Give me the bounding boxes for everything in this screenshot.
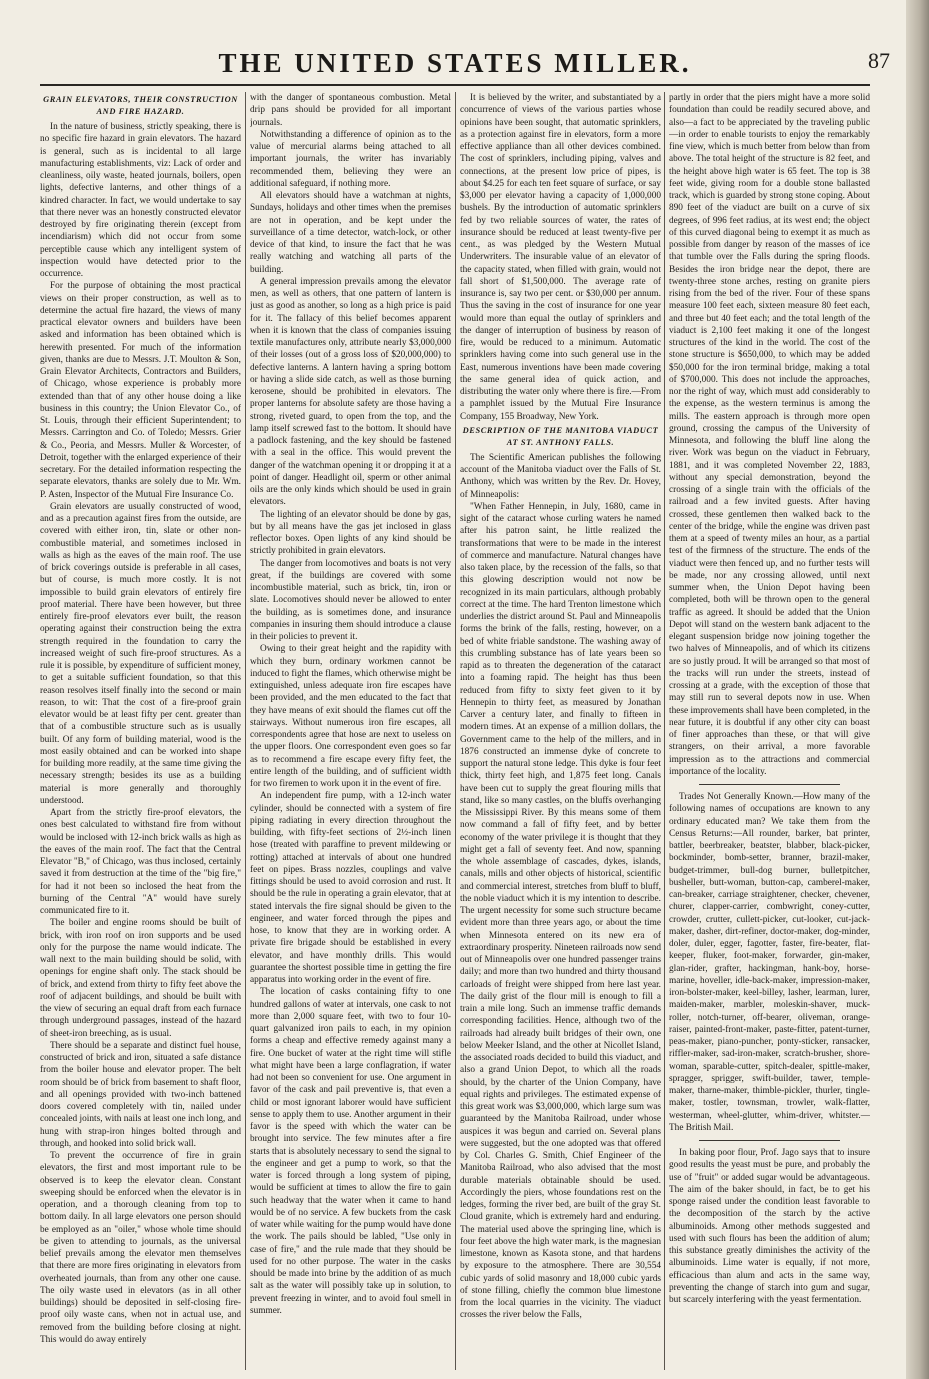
column-separator [455,92,456,1370]
article-paragraph: The boiler and engine rooms should be built of brick, with iron roof on iron supports and be used only for the purpose the name would indicate. The wall next to the main building should be solid, with openings for engine shaft only. The stack should be of brick, and extend from thirty to fifty feet above the roof of adjacent buildings, and should be built with the view of securing an equal draft from each furnace through underground passages, instead of the hazard of sheet-iron breeching, as is usual. [40,918,241,1039]
article-heading: DESCRIPTION OF THE MANITOBA VIADUCT AT ST. ANTHONY FALLS. [462,425,659,447]
column-separator [664,92,665,1370]
article-paragraph: Trades Not Generally Known.—How many of the following names of occupations are known to any ordinary educated man? We take them from the Census Returns:—All rounder, barker, bat printer, battler, beerbreaker, beatster, blabber, black-picker, bockminder, bomb-setter, branner, brazil-maker, budget-trimmer, bull-dog burner, bulletpitcher, busheller, butt-woman, button-cap, camberel-maker, can-breaker, carriage straightener, checker, chevener, churer, clapper-carrier, combwright, coney-cutter, crowder, crutter, cullett-picker, cut-looker, cut-jack-maker, dasher, dirt-refiner, doctor-maker, dog-minder, doler, duler, egger, fagotter, faster, fire-beater, flat-keeper, fluker, foot-maker, forwarder, gin-maker, glan-rider, grafter, hackingman, hank-boy, horse-marine, hoveller, idle-back-maker, impression-maker, iron-bolster-maker, keel-billey, lasher, learman, lurer, maiden-maker, marbler, moleskin-shaver, muck-roller, notch-turner, off-bearer, oliveman, orange-raiser, painted-front-maker, paste-fitter, patent-turner, peas-maker, piano-puncher, ponty-sticker, ransacker, riffler-maker, sad-iron-maker, scratch-brusher, shore-woman, sparable-cutter, spitch-dealer, spittle-maker, spragger, sprigger, swift-builder, tawer, temple-maker, tharne-maker, thimble-pickler, thurler, tingle-maker, tostler, townsman, trowler, walk-flatter, westerman, wheel-glutter, whim-driver, whitster.—The British Mail. [669,792,870,1133]
article-paragraph: Notwithstanding a difference of opinion as to the value of mercurial alarms being attached to all important journals, the writer has invariably recommended them, believing they were an additional safeguard, if nothing more. [250,129,451,189]
article-paragraph: A general impression prevails among the elevator men, as well as others, that one pattern of lantern is just as good as another, so long as a high price is paid for it. The fallacy of this belief becomes apparent when it is known that the class of companies issuing textile manufactures only, attribute nearly $3,000,000 of their losses (out of a gross loss of $20,000,000) to defective lanterns. A lantern having a spring bottom or having a slide side catch, as well as those burning kerosene, should be prohibited in elevators. The proper lanterns for absolute safety are those having a strong, riveted guard, to open from the top, and the lamp itself screwed fast to the bottom. It should have a padlock fastening, and the key should be fastened with a seal in the office. This would prevent the danger of the watchman opening it or dropping it at a point of danger. Headlight oil, sperm or other animal oils are the only kinds which should be used in grain elevators. [250,276,451,508]
section-rule [699,1140,840,1141]
column-3 [460,92,661,1372]
article-paragraph: Apart from the strictly fire-proof elevators, the ones best calculated to withstand fire from without would be inclosed with 12-inch brick walls as high as the eaves of the main roof. The fact that the Central Elevator "B," of Chicago, was thus inclosed, certainly saved it from destruction at the time of the "big fire," for had it not been so inclosed the heat from the burning of the Central "A" would have surely communicated fire to it. [40,808,241,916]
article-paragraph: An independent fire pump, with a 12-inch water cylinder, should be connected with a system of fire piping radiating in every direction throughout the building, with fifty-feet sections of 2½-inch linen hose (treated with paraffine to prevent mildewing or rotting) attached at intervals of about one hundred feet on pipes. Brass nozzles, couplings and valve fittings should be used to avoid corrosion and rust. It should be the rule in operating a grain elevator, that at stated intervals the fire signal should be given to the engineer, and water forced through the pipes and hose, to know that they are in working order. A private fire brigade should be established in every elevator, and have monthly drills. This would guarantee the shortest possible time in getting the fire apparatus into working order in the event of fire. [250,791,451,985]
section-rule [699,784,840,785]
article-paragraph: It is believed by the writer, and substantiated by a concurrence of views of the various parties whose opinions have been sought, that automatic sprinklers, as a protection against fire in elevators, form a more effective appliance than all other devices combined. The cost of sprinklers, including piping, valves and connections, at the present low price of pipes, is about $4.25 for each ten feet square of surface, or say $3,000 per elevator having a capacity of 1,000,000 bushels. By the introduction of automatic sprinklers fed by two reliable sources of water, the rates of insurance should be reduced at least twenty-five per cent., as was pledged by the Western Mutual Underwriters. The insurable value of an elevator of the capacity stated, when filled with grain, would not fall short of $1,500,000. The average rate of insurance is, say two per cent. or $30,000 per annum. Thus the saving in the cost of insurance for one year would more than equal the outlay of sprinklers and the danger of interruption of business by reason of fire, would be reduced to a minimum. Automatic sprinklers having come into such general use in the East, numerous inventions have been made covering the same general idea of quick action, and distributing the water only where there is fire.—From a pamphlet issued by the Mutual Fire Insurance Company, 155 Broadway, New York. [460,93,661,422]
column-separator [245,92,246,1370]
article-paragraph: To prevent the occurrence of fire in grain elevators, the first and most important rule to be observed is to keep the elevator clean. Constant sweeping should be enforced when the elevator is in operation, and a thorough cleaning from top to bottom daily. In all large elevators one person should be employed as an "oiler," whose whole time should be given to attending to journals, as the universal belief prevails among the elevator men themselves that there are more fires originating in elevators from overheated journals, than from any other one cause. The oily waste used in elevators (as in all other buildings) should be deposited in self-closing fire-proof oily waste cans, when not in actual use, and removed from the building before closing at night. This would do away entirely [40,1151,241,1345]
column-1 [40,92,241,1372]
article-paragraph: Grain elevators are usually constructed of wood, and as a precaution against fires from the outside, are covered with either iron, tin, slate or other non-combustible material, and sometimes inclosed in walls as high as the eaves of the main roof. The use of brick coverings outside is preferable in all cases, but of course, is much more costly. It is not impossible to build grain elevators of entirely fire proof material. There have been however, but three entirely fire-proof elevators ever built, the reason operating against their construction being the extra strength required in the foundation to carry the increased weight of such fire-proof structures. As a rule it is possible, by expenditure of sufficient money, to get a suitable sufficient foundation, so that this reason resolves itself finally into the second or main reason, to wit: That the cost of a fire-proof grain elevator would be at least fifty per cent. greater than that of a combustible structure such as is usually built. Of any form of building material, wood is the most easily obtained and can be worked into shape for building more readily, at the same time giving the necessary strength; besides its use as a building material is more generally and thoroughly understood. [40,501,241,806]
masthead-title: THE UNITED STATES MILLER. [218,48,692,78]
page-binding-edge [906,0,929,1379]
article-paragraph: The lighting of an elevator should be done by gas, but by all means have the gas jet inclosed in glass reflector boxes. Open lights of any kind should be strictly prohibited in grain elevators. [250,509,451,557]
article-paragraph: The danger from locomotives and boats is not very great, if the buildings are covered with some incombustible material, such as brick, tin, iron or slate. Locomotives should never be allowed to enter the building, as is sometimes done, and insurance companies in insuring them should introduce a clause in their policies to prevent it. [250,558,451,642]
article-paragraph: The Scientific American publishes the following account of the Manitoba viaduct over the Falls of St. Anthony, which was written by the Rev. Dr. Hovey, of Minneapolis: [460,452,661,500]
page-header [40,48,890,88]
article-paragraph: In the nature of business, strictly speaking, there is no specific fire hazard in grain elevators. The hazard is general, such as is incidental to all large manufacturing establishments, viz: Lack of order and cleanliness, oily waste, heated journals, boilers, open lights, defective lanterns, and other things of a kindred character. In fact, we would undertake to say that there never was an honestly constructed elevator destroyed by fire originating therein (except from incendiarism) which did not occur from some perceptible cause which any intelligent system of inspection would have detected prior to the occurrence. [40,122,241,279]
column-4 [669,92,870,1372]
page-number: 87 [868,48,890,73]
article-paragraph: In baking poor flour, Prof. Jago says that to insure good results the yeast must be pure, and probably the use of "fruit" or added sugar would be advantageous. The aim of the baker should, in fact, be to get his sponge raised under the condition least favorable to the decomposition of the starch by the active albuminoids. Among other methods suggested and used with such flours has been the addition of alum; this substance greatly diminishes the activity of the albuminoids. Lime water is equally, if not more, efficacious than alum and acts in the same way, preventing the change of starch into gum and sugar, but scarcely interfering with the yeast fermentation. [669,1148,870,1305]
header-rule [40,84,870,86]
article-paragraph: partly in order that the piers might have a more solid foundation than could be readily secured above, and also—a fact to be appreciated by the traveling public—in order to enable tourists to enjoy the remarkably fine view, which is much better from below than from above. The total height of the structure is 82 feet, and the height above high water is 65 feet. The top is 38 feet wide, giving room for a double stone ballasted track, which is guarded by strong stone coping. About 890 feet of the viaduct are built on a curve of six degrees, of 996 feet radius, at its west end; the object of this curved diagonal being to exempt it as much as possible from danger by reason of the masses of ice that tumble over the Falls during the spring floods. Besides the iron bridge near the depot, there are twenty-three stone arches, resting on granite piers rising from the bed of the river. Four of these spans measure 100 feet each, sixteen measure 80 feet each, and three but 40 feet each; and the total length of the viaduct is 2,100 feet making it one of the longest structures of the kind in the world. The cost of the stone structure is $650,000, to which may be added $50,000 for the iron terminal bridge, making a total of $700,000. This does not include the approaches, nor the right of way, which must add considerably to the expense, as the western terminus is among the mills. The eastern approach is through more open ground, crossing the campus of the University of Minnesota, and following the bluff line along the river. Work was begun on the viaduct in February, 1881, and it was completed November 22, 1883, without any special demonstration, beyond the crossing of a single train with the officials of the railroad and a few invited guests. After having crossed, these gentlemen then walked back to the center of the bridge, while the engine was driven past them at a speed of twenty miles an hour, as a partial test of the firmness of the structure. The ends of the viaduct were then fenced up, and no further tests will be made, nor any crossing allowed, until next summer when, the Union Depot having been completed, both will be thrown open to the general traffic as agreed. It should be added that the Union Depot will stand on the western bank adjacent to the elegant suspension bridge now joining together the two halves of Minneapolis, and of which its citizens are so justly proud. It will be arranged so that most of the tracks will run under the streets, instead of crossing at a grade, with the exception of those that may still run to several depots now in use. When these improvements shall have been completed, in the near future, it is doubtful if any other city can boast of finer approaches than these, or that will give strangers, on their arrival, a more favorable impression as to the attractions and commercial importance of the locality. [669,93,870,777]
article-paragraph: There should be a separate and distinct fuel house, constructed of brick and iron, situated a safe distance from the boiler house and elevator proper. The belt room should be of brick from basement to shaft floor, and all openings provided with two-inch battened doors covered completely with tin, nailed under concealed joints, with nails at least one inch long, and hung with strap-iron hinges bolted through and through, and hooked into solid brick wall. [40,1040,241,1149]
article-paragraph: "When Father Hennepin, in July, 1680, came in sight of the cataract whose curling waters he named after his patron saint, he little realized the transformations that were to be made in the interest of commerce and manufacture. Natural changes have also taken place, by the recession of the falls, so that this glowing description would not now be recognized in its main particulars, although probably correct at the time. The hard Trenton limestone which underlies the district around St. Paul and Minneapolis forms the brink of the falls, resting, however, on a bed of white friable sandstone. The washing away of this crumbling substance has of late years been so rapid as to threaten the degeneration of the cataract into a foaming rapid. The height has thus been reduced from fifty to sixty feet given to it by Hennepin to thirty feet, as measured by Jonathan Carver a century later, and finally to fifteen in modern times. At an expense of a million dollars, the Government came to the help of the millers, and in 1876 constructed an immense dyke of concrete to support the natural stone ledge. This dyke is four feet thick, thirty feet high, and 1,875 feet long. Canals have been cut to supply the great flouring mills that stand, like so many castles, on the bluffs overhanging the Mississippi River. By this means some of them now command a fall of fifty feet, and by better economy of the water privilege it is thought that they might get a fall of seventy feet. And now, spanning the whole assemblage of cascades, dykes, islands, canals, mills and other objects of historical, scientific and commercial interest, stretches from bluff to bluff, the noble viaduct which it is my intention to describe. The urgent necessity for some such structure became evident more than three years ago, or about the time when Minnesota entered on its new era of extraordinary prosperity. Nineteen railroads now send out of Minneapolis over one hundred passenger trains daily; and more than two hundred and thirty thousand carloads of freight were shipped from here last year. The daily grist of the flour mill is enough to fill a train a mile long. Such an immense traffic demands corresponding facilities. Hence, although two of the railroads had already built bridges of their own, one below Meeker Island, and the other at Nicollet Island, the associated roads decided to build this viaduct, and also a grand Union Depot, to which all the roads should, by the charter of the Union Company, have equal rights and privileges. The estimated expense of this great work was $3,000,000, which large sum was guaranteed by the Manitoba Railroad, under whose auspices it was begun and carried on. Several plans were suggested, but the one adopted was that offered by Col. Charles G. Smith, Chief Engineer of the Manitoba Railroad, who also advised that the most durable materials obtainable should be used. Accordingly the piers, whose foundations rest on the ledges, forming the river bed, are built of the gray St. Cloud granite, which is extremely hard and enduring. The material used above the springing line, which is four feet above the high water mark, is the magnesian limestone, known as Kasota stone, and that hardens by exposure to the atmosphere. There are 30,554 cubic yards of solid masonry and 18,000 cubic yards of stone filling, chiefly the common blue limestone from the local quarries in the vicinity. The viaduct crosses the river below the Falls, [460,501,661,1321]
article-paragraph: For the purpose of obtaining the most practical views on their proper construction, as well as to determine the actual fire hazard, the views of many practical elevator owners and builders have been asked and information has been obtained which is herewith presented. For much of the information given, thanks are due to Messrs. J.T. Moulton & Son, Grain Elevator Architects, Contractors and Builders, of Chicago, whose experience is probably more extended than that of any other house doing a like business in this country; the Union Elevator Co., of St. Louis, through their efficient Superintendent; to Messrs. Carrington and Co. of Toledo; Messrs. Grier & Co., Peoria, and Messrs. Muller & Worcester, of Detroit, together with the enlarged experience of their secretary. For the detailed information respecting the separate elevators, thanks are solely due to Mr. Wm. P. Asten, Inspector of the Mutual Fire Insurance Co. [40,281,241,500]
column-2 [250,92,451,1372]
article-paragraph: Owing to their great height and the rapidity with which they burn, ordinary workmen cannot be induced to fight the flames, which otherwise might be extinguished, unless adequate iron fire escapes have been provided, and the men educated to the fact that they have means of exit should the flames cut off the stairways. Without numerous iron fire escapes, all correspondents agree that hose are next to useless on the upper floors. One correspondent even goes so far as to recommend a fire escape every fifty feet, the entire length of the building, and of sufficient width for two firemen to work upon it in the event of fire. [250,644,451,789]
article-heading: GRAIN ELEVATORS, THEIR CONSTRUCTION AND FIRE HAZARD. [43,95,238,116]
article-paragraph: with the danger of spontaneous combustion. Metal drip pans should be provided for all important journals. [250,93,451,128]
article-paragraph: The location of casks containing fifty to one hundred gallons of water at intervals, one cask to not more than 2,000 square feet, with two to four 10-quart galvanized iron pails to each, in my opinion forms a cheap and effective remedy against many a fire. One bucket of water at the right time will stifle what might have been a large conflagration, if water had not been so convenient for use. One argument in favor of the cask and pail preventive is, that even a child or most ignorant laborer would have sufficient sense to apply them to use. Another argument in their favor is the speed with which the water can be brought into service. The few minutes after a fire starts that is absolutely necessary to send the signal to the engineer and get a pump to work, so that the water is forced through a long system of piping, would be sufficient at times to allow the fire to gain such headway that the water when it came to hand would be of no service. A few buckets from the cask of water while waiting for the pump would have done the work. The pails should be labled, "Use only in case of fire," and the rule made that they should be used for no other purpose. The water in the casks should be made into brine by the addition of as much salt as the water will possibly take up in solution, to prevent freezing in winter, and to avoid foul smell in summer. [250,987,451,1316]
article-paragraph: All elevators should have a watchman at nights, Sundays, holidays and other times when the premises are not in operation, and be kept under the surveillance of a time detector, watch-lock, or other device of that kind, to insure the fact that he was really watching and watching all parts of the building. [250,191,451,275]
